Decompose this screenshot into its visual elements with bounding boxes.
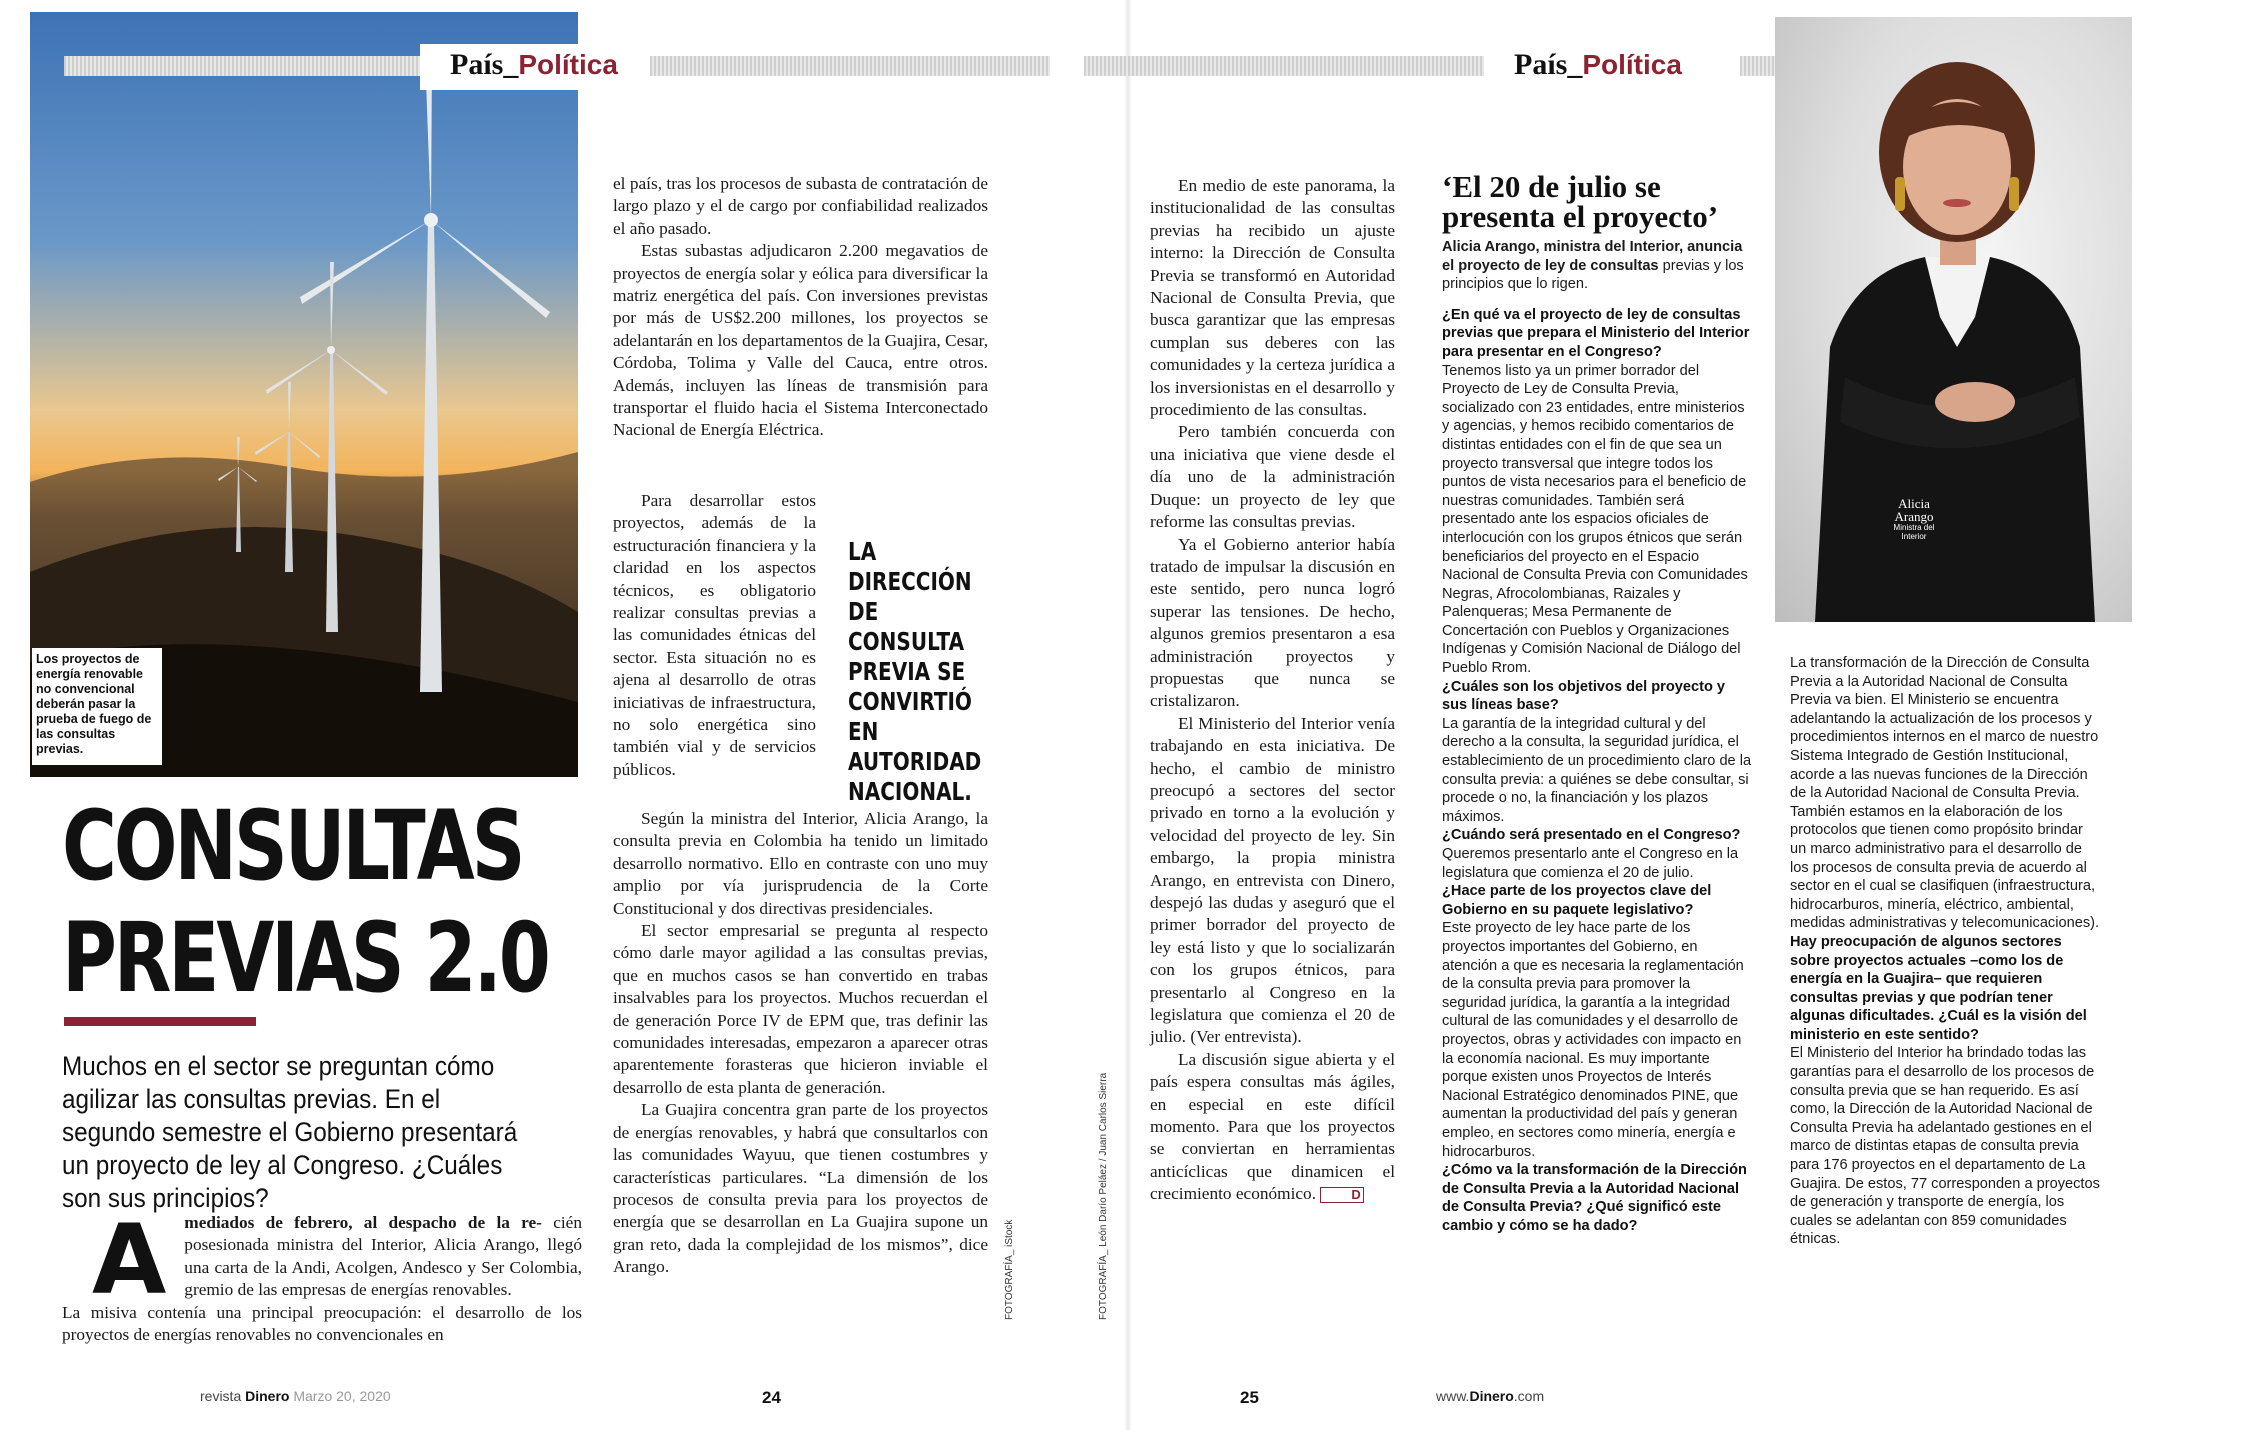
- interview-col-1: [1442, 238, 1752, 1235]
- article-col-2c: [613, 808, 988, 1279]
- answer-6: El Ministerio del Interior ha brindado todas las garantías para el desarrollo de los procesos de consulta previa que se han requerido. Es así como, la Dirección de la Autoridad Nacional de Consulta Previa ha adelantado gestiones en el marco de distintas etapas de consulta previa para 176 proyectos en el departamento de La Guajira. De estos, 77 corresponden a proyectos de generación y transporte de energía, los cuales se adelantan con 859 comunidades étnicas.: [1790, 1045, 2100, 1248]
- section-main-right: País_: [1514, 48, 1583, 81]
- portrait-name: Alicia Arango: [1894, 496, 1934, 524]
- col1-paragraph-2: La misiva contenía una principal preocupación: el desarrollo de los proyectos de energías renovables no convencionales en: [62, 1303, 582, 1345]
- footer-left: [200, 1388, 391, 1404]
- headline: [62, 790, 624, 1014]
- photo-credit-right: FOTOGRAFÍA_ León Darío Peláez / Juan Carlos Sierra: [1098, 1072, 1109, 1320]
- question-4: ¿Hace parte de los proyectos clave del Gobierno en su paquete legislativo?: [1442, 883, 1712, 918]
- interview-title: ‘El 20 de julio se presenta el proyecto’: [1442, 169, 1719, 234]
- footer-url-post: .com: [1513, 1388, 1545, 1404]
- answer-3: Queremos presentarlo ante el Congreso en la legislatura que comienza el 20 de julio.: [1442, 846, 1739, 881]
- col2-paragraph-4: Según la ministra del Interior, Alicia Arango, la consulta previa en Colombia ha tenido un limitado desarrollo normativo. Ello en contraste con uno muy amplio por vía jurisprudencia de la Corte Constitucional y dos directivas presidenciales.: [613, 809, 988, 918]
- footer-brand: Dinero: [245, 1388, 290, 1404]
- interview-col-2: [1790, 654, 2100, 1249]
- col2-paragraph-2: Estas subastas adjudicaron 2.200 megavatios de proyectos de energía solar y eólica para diversificar la matriz energética del país. Con inversiones previstas por más de US$2.200 millones, los proyectos se adelantarán en los departamentos de la Guajira, Cesar, Córdoba, Tolima y Valle del Cauca, entre otros. Además, incluyen las líneas de transmisión para transportar el fluido hacia el Sistema Interconectado Nacional de Energía Eléctrica.: [613, 241, 989, 440]
- answer-2: La garantía de la integridad cultural y del derecho a la consulta, la seguridad jurídica, el establecimiento de un procedimiento claro de la consulta previa: a quiénes se debe consultar, si procede o no, la financiación y los plazos máximos.: [1442, 715, 1752, 825]
- footer-brand-right: Dinero: [1469, 1388, 1514, 1404]
- portrait-role: Ministra del Interior: [1893, 523, 1935, 541]
- photo-caption: Los proyectos de energía renovable no convencional deberán pasar la prueba de fuego de las consultas previas.: [32, 648, 162, 765]
- pull-quote: LA DIRECCIÓN DE CONSULTA PREVIA SE CONVIRTIÓ EN AUTORIDAD NACIONAL.: [848, 537, 982, 806]
- footer-pub: revista: [200, 1388, 242, 1404]
- section-bar-right: [1084, 56, 1504, 76]
- section-bar-left-right: [650, 56, 1050, 76]
- footer-date: Marzo 20, 2020: [293, 1388, 391, 1404]
- section-bar-right-2: [1740, 56, 1780, 76]
- page-number-left: 24: [762, 1388, 781, 1407]
- question-1: ¿En qué va el proyecto de ley de consultas previas que prepara el Ministerio del Interior para presentar en el Congreso?: [1442, 306, 1750, 360]
- answer-4: Este proyecto de ley hace parte de los proyectos importantes del Gobierno, en atención a que es necesaria la reglamentación de la consulta previa para promover la seguridad jurídica, la garantía a la integridad cultural de las comunidades y el desarrollo de proyectos, obras y actividades con impacto en la economía nacional. Es muy importante porque existen unos Proyectos de Interés Nacional Estratégico denominados PINE, que aumentan la productividad del país y generan empleo, en sectores como minería, energía e hidrocarburos.: [1442, 920, 1744, 1160]
- footer-url-pre: www.: [1436, 1388, 1470, 1404]
- right-paragraph-5: La discusión sigue abierta y el país espera consultas más ágiles, en especial en este difícil momento. Para que los proyectos se conviertan en herramientas anticíclicas que dinamicen el crecimiento económico.: [1150, 1049, 1395, 1204]
- page-number-right: 25: [1240, 1388, 1259, 1407]
- portrait-photo: [1775, 17, 2132, 622]
- interview-intro-bold: Alicia Arango, ministra del Interior, anuncia el proyecto de ley de consultas: [1442, 239, 1743, 274]
- col2-paragraph-6: La Guajira concentra gran parte de los proyectos de energías renovables, y habrá que consultarlos con las comunidades Wayuu, que tienen costumbres y características particulares. “La dimensión de los procesos de consulta previa para los proyectos de energía que se desarrollan en La Guajira supone un gran reto, dada la complejidad de los mismos”, dice Arango.: [613, 1100, 988, 1277]
- section-main: País_: [450, 48, 519, 81]
- lead-bold: mediados de febrero, al despacho de la re-: [184, 1213, 542, 1232]
- right-paragraph-2: Pero también concuerda con una iniciativa que viene desde el día uno de la administración Duque: un proyecto de ley que reforme las consultas previas.: [1150, 422, 1395, 532]
- col2-paragraph-3: Para desarrollar estos proyectos, además de la estructuración financiera y la claridad en los aspectos técnicos, es obligatorio realizar consultas previas a las comunidades étnicas del sector. Esta situación no es ajena al desarrollo de otras iniciativas de infraestructura, no solo energética sino también vial y de servicios públicos.: [613, 491, 816, 779]
- section-tag-left: [420, 44, 640, 90]
- footer-right: [1436, 1388, 1544, 1404]
- question-3: ¿Cuándo será presentado en el Congreso?: [1442, 827, 1741, 844]
- right-paragraph-3: Ya el Gobierno anterior había tratado de impulsar la discusión en este sentido, pero nunca logró superar las tensiones. De hecho, algunos gremios presentaron a esa administración proyectos y propuestas que nunca se cristalizaron.: [1150, 534, 1395, 711]
- article-col-1: [62, 1204, 582, 1347]
- article-col-2: [613, 173, 988, 442]
- headline-line-2: PREVIAS 2.0: [62, 902, 548, 1014]
- interview-intro-rest: previas y los principios que lo rigen.: [1442, 257, 1744, 293]
- right-paragraph-4: El Ministerio del Interior venía trabajando en esta iniciativa. De hecho, el cambio de ministro preocupó a sectores del sector privado en torno a la evolución y velocidad del proyecto de ley. Sin embargo, la propia ministra Arango, en entrevista con Dinero, despejó las dudas y aseguró que el primer borrador del proyecto de ley está listo y que lo socializarán con los grupos étnicos, para presentarlo al Congreso en la legislatura que comienza el 20 de julio. (Ver entrevista).: [1150, 713, 1395, 1047]
- question-6: Hay preocupación de algunos sectores sobre proyectos actuales –como los de energía en la Guajira– que requieren consultas previas y que podrían tener algunas dificultades. ¿Cuál es la visión del ministerio en este sentido?: [1790, 933, 2087, 1043]
- section-sub-right: Política: [1582, 49, 1682, 80]
- drop-cap: A: [92, 1204, 167, 1316]
- photo-credit-left: FOTOGRAFÍA_ iStock: [1004, 1219, 1015, 1320]
- question-5: ¿Cómo va la transformación de la Dirección de Consulta Previa a la Autoridad Nacional de Consulta Previa? ¿Qué significó este cambio y cómo se ha dado?: [1442, 1162, 1747, 1234]
- end-mark: D: [1320, 1187, 1363, 1203]
- headline-line-1: CONSULTAS: [62, 790, 523, 902]
- answer-1: Tenemos listo ya un primer borrador del Proyecto de Ley de Consulta Previa, socializado con 23 entidades, entre ministerios y agencias, y hemos recibido comentarios de distintas entidades con el fin de que sea un proyecto transversal que integre todos los puntos de vista necesarios para el beneficio de nuestras comunidades. También será presentado ante los espacios oficiales de interlocución con los grupos étnicos que serán beneficiarios del proyecto en el Espacio Nacional de Consulta Previa con Comunidades Negras, Afrocolombianas, Raizales y Palenqueras; Mesa Permanente de Concertación con Pueblos y Organizaciones Indígenas y Comisión Nacional de Diálogo del Pueblo Rrom.: [1442, 362, 1748, 677]
- right-paragraph-1: En medio de este panorama, la institucionalidad de las consultas previas ha recibido un ajuste interno: la Dirección de Consulta Previa se transformó en Autoridad Nacional de Consulta Previa, que busca garantizar que las empresas cumplan sus deberes con las comunidades y la certeza jurídica a los inversionistas en el desarrollo y procedimiento de las consultas.: [1150, 176, 1395, 420]
- section-tag-right: [1484, 44, 1704, 90]
- question-2: ¿Cuáles son los objetivos del proyecto y sus líneas base?: [1442, 678, 1726, 714]
- article-col-2b: [613, 490, 816, 781]
- portrait-caption: [1880, 497, 1948, 541]
- section-bar-left: [64, 56, 424, 76]
- accent-rule: [64, 1017, 256, 1026]
- section-sub: Política: [518, 49, 618, 80]
- lead-rest: cién posesionada ministra del Interior, Alicia Arango, llegó una carta de la Andi, Acolgen, Andesco y Ser Colombia, gremio de las empresas de energías renovables.: [184, 1213, 582, 1300]
- deck: Muchos en el sector se preguntan cómo agilizar las consultas previas. En el segundo semestre el Gobierno presentará un proyecto de ley al Congreso. ¿Cuáles son sus principios?: [62, 1051, 518, 1213]
- right-article-col: [1150, 175, 1395, 1206]
- col2-paragraph-5: El sector empresarial se pregunta al respecto cómo darle mayor agilidad a las consultas previas, que en muchos casos se han convertido en trabas insalvables para los proyectos. Muchos recuerdan el de generación Porce IV de EPM que, tras definir las comunidades interesadas, empezaron a aparecer otras aparentemente forasteras que hicieron inviable el desarrollo de esta planta de generación.: [613, 921, 988, 1097]
- col2-paragraph-1: el país, tras los procesos de subasta de contratación de largo plazo y el de cargo por confiabilidad realizados el año pasado.: [613, 174, 988, 238]
- portrait-illustration: [1775, 17, 2132, 622]
- answer-5: La transformación de la Dirección de Consulta Previa a la Autoridad Nacional de Consulta Previa va bien. El Ministerio se encuentra adelantando la actualización de los procesos y procedimientos internos en el marco de nuestro Sistema Integrado de Gestión Institucional, acorde a las nuevas funciones de la Dirección de la Autoridad Nacional de Consulta Previa. También estamos en la elaboración de los protocolos que tienen como propósito brindar un marco administrativo para el desarrollo de los procesos de consulta previa de acuerdo al sector en el cual se clasifiquen (infraestructura, hidrocarburos, minería, eléctrico, ambiental, medidas administrativas y telecomunicaciones).: [1790, 655, 2100, 932]
